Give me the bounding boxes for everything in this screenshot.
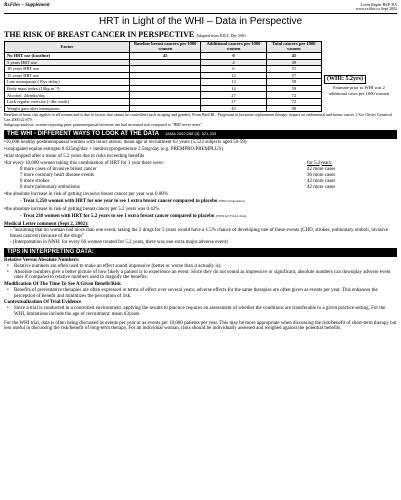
risk-title: THE RISK OF BREAST CANCER IN PERSPECTIVE — [4, 30, 195, 40]
tip-item: • Benefits of preventative therapies are often expressed in terms of effect over several years; adverse effects for the same therapies are often given as events per year. This enhances the perception of benefit and minimizes the perception of risk. — [4, 288, 397, 300]
risk-adapted: Adapted from JOGC Dec 2001 — [196, 33, 247, 39]
tips-section-bar — [4, 248, 397, 257]
table-cell-factor: Alcohol: 2drinks/day — [5, 92, 130, 99]
tip-heading: Modification Of The Time To See A Given Benefit/Risk — [4, 282, 121, 288]
table-cell-add: 0 — [201, 52, 266, 59]
treat-1: Treat 1,250 women with HRT for one year to see 1 extra breast cancer compared to placebo — [22, 199, 218, 205]
medical-letter-title: Medical Letter comment (Sept 2, 2002): — [4, 222, 89, 228]
table-footnote: Baseline or basic risk applies to all women and is due to factors that cannot be controlled (such as aging and gender). From Reid RL. Progestins in hormone replacement therapy: impact on endometrial and breast cancer. J Soc Obstet Gynaecol Can 2000;22:679. — [4, 112, 393, 122]
table-cell-total: 72 — [266, 99, 321, 106]
risk-table — [4, 41, 322, 112]
table-row — [5, 79, 322, 86]
table-cell-factor: Weight gain after menopause — [5, 105, 130, 112]
table-cell-total: 59 — [266, 85, 321, 92]
whi-section-bar — [4, 130, 397, 139]
whi-bar-ref: JAMA 2002;288 (3): 321-333 — [165, 131, 217, 137]
whi-line: •conjugated equine estrogen 0.625mg/day + medroxyprogesterone 2.5mg/day (e.g. PREMPRO/PREMPLUS) — [4, 147, 223, 153]
risk-table-wrap — [4, 41, 397, 112]
table-cell-add: 13 — [201, 79, 266, 86]
whi-line: •for every 10,000 women taking this combination of HRT for 1 year there were: — [4, 160, 164, 166]
event-left: 7 more coronary heart disease events — [20, 173, 94, 179]
col-header: Total cancers per 1000 women — [266, 42, 321, 52]
event-left: 8 more cases of invasive breast cancer — [20, 167, 97, 173]
header-right-line: Loren Regier BSP, BA — [360, 2, 397, 7]
side-note — [324, 75, 394, 95]
risk-table-body — [5, 52, 322, 111]
col-header: Baseline breast cancers per 1000 women — [130, 42, 201, 52]
table-cell-total: 72 — [266, 92, 321, 99]
table-cell-total: 45 — [266, 52, 321, 59]
header-left: RxFiles – Supplement — [4, 3, 50, 8]
table-cell-total: 90 — [266, 105, 321, 112]
treat-2-row: - Treat 238 women with HRT for 5.2 years to see 1 extra breast cancer compared to placebo (WHI ACTUAL data) — [20, 213, 247, 219]
event-right: 42 more cases — [307, 184, 336, 190]
whi-bar-title: THE WHI - DIFFERENT WAYS TO LOOK AT THE DATA — [7, 131, 160, 138]
events-list — [4, 167, 397, 190]
event-right: 36 more cases — [307, 173, 336, 179]
table-cell-add: 45 — [201, 105, 266, 112]
table-cell-base — [130, 85, 201, 92]
page-title: HRT in Light of the WHI – Data in Perspective — [98, 15, 303, 27]
whi-line: •trial stopped after a mean of 5.2 years due to risks exceeding benefits — [4, 153, 145, 159]
table-cell-add: 4 — [201, 59, 266, 66]
table-cell-total: 49 — [266, 59, 321, 66]
table-cell-base — [130, 105, 201, 112]
table-cell-base — [130, 59, 201, 66]
event-left: 8 more pulmonary embolisms — [20, 184, 80, 190]
risk-section-title — [4, 30, 397, 39]
table-cell-factor: 15 years HRT use — [5, 72, 130, 79]
event-row — [4, 185, 397, 191]
for-label: for 5.2years: — [307, 160, 333, 166]
event-right: 42 more cases — [307, 178, 336, 184]
treat-1-row: - Treat 1,250 women with HRT for one year to see 1 extra breast cancer compared to placebo WHI extrapolation — [20, 199, 245, 205]
tip-item: • Absolute numbers give a better picture of how likely a patient is to experience an event. Since they do not sound as impressive or significant, absolute numbers can downplay adverse event rates if compared to relative numbers used to magnify the benefits. — [4, 270, 397, 282]
medical-letter-line: - "assuming that no woman had more than one event, taking the 2 drugs for 5 years would have a 1.5% chance of developing one of these events (CHD, strokes, pulmonary emboli, invasive breast cancers) because of the drugs" — [10, 228, 388, 239]
table-cell-factor: Late menopause (10yr delay) — [5, 79, 130, 86]
table-cell-base — [130, 66, 201, 73]
side-text: Estimate prior to WHI was 2 additional cases per 1000 women — [329, 85, 389, 96]
table-row — [5, 105, 322, 112]
event-left: 8 more strokes — [20, 178, 50, 184]
table-cell-base — [130, 92, 201, 99]
tip-heading: Contextualization Of Trial Evidence — [4, 300, 82, 306]
whi-line: •16,608 healthy postmenopausal women with intact uterus; mean age at recruitment 63 years (5,522 subjects aged 50-59) — [4, 140, 247, 146]
table-cell-total: 57 — [266, 72, 321, 79]
whi-box: (WHI: 5.2yrs) — [324, 75, 366, 84]
table-cell-add: 14 — [201, 85, 266, 92]
table-cell-add: 6 — [201, 66, 266, 73]
table-cell-base — [130, 99, 201, 106]
medical-letter-line: - (Interpretation in NNH: for every 66 women treated for 5.2 years, there was one extra major adverse event) — [10, 239, 228, 245]
table-cell-factor: 5 years HRT use — [5, 59, 130, 66]
absolute-1: •the absolute increase in risk of getting invasive breast cancer per year was 0.08% — [4, 192, 168, 198]
medical-letter-text: "assuming that no woman had more than one event, taking the 2 drugs for 5 years would have a 1.5% chance of developing one of these events (CHD, strokes, pulmonary emboli, invasive breast cancers) because of the drugs" — [10, 228, 388, 239]
table-cell-total: 51 — [266, 66, 321, 73]
table-row — [5, 92, 322, 99]
tips-list — [4, 258, 397, 318]
table-cell-base — [130, 79, 201, 86]
tip-heading: Relative Versus Absolute Numbers: — [4, 258, 80, 264]
table-cell-base — [130, 72, 201, 79]
medical-letter — [4, 222, 397, 245]
table-row — [5, 72, 322, 79]
tip-item: • Since a trial is conducted in a controlled environment, applying the results to practice requires an assessment of whether the conditions are transferable to a given practice setting. For the WHI, limitations include the age of recruitment: mean 63years. — [4, 306, 397, 318]
table-cell-base: 45 — [130, 52, 201, 59]
page-header — [4, 3, 397, 14]
table-cell-factor: Body mass index (10kg m⁻²) — [5, 85, 130, 92]
absolute-2: •the absolute increase in risk of getting breast cancer per 5.2 years was 0.42% — [4, 206, 160, 212]
treat-1-note: WHI extrapolation — [218, 199, 245, 204]
medical-letter-text: (Interpretation in NNH: for every 66 women treated for 5.2 years, there was one extra major adverse event) — [12, 239, 228, 245]
whi-line-row — [4, 161, 397, 167]
header-right-line: www.rxfiles.ca Sept 2002 — [355, 6, 397, 12]
tips-bar-title: TIPS IN INTERPRETING DATA: — [7, 249, 94, 256]
treat-2: Treat 238 women with HRT for 5.2 years to see 1 extra breast cancer compared to placebo — [22, 213, 215, 219]
table-row — [5, 59, 322, 66]
table-cell-add: 12 — [201, 72, 266, 79]
col-header: Factor — [5, 42, 130, 52]
table-cell-add: 27 — [201, 99, 266, 106]
table-cell-factor: Lack regular exercise (<4hr week) — [5, 99, 130, 106]
event-right: 42 more cases — [307, 167, 336, 173]
header-right — [356, 3, 397, 12]
table-footnote: Subgroup analysis: women reporting prior postmenopausal hormone use had increased risk compared to "HRT never users" — [4, 122, 202, 128]
col-header: Additional cancers per 1000 women — [201, 42, 266, 52]
table-cell-add: 27 — [201, 92, 266, 99]
treat-2-note: (WHI ACTUAL data) — [215, 213, 247, 218]
table-row — [5, 85, 322, 92]
table-row — [5, 52, 322, 59]
table-row — [5, 99, 322, 106]
table-cell-factor: No HRT use (baseline) — [5, 52, 130, 59]
tip-item: • Relative numbers are often used to make an effect sound impressive (better or worse than it actually is). — [4, 264, 397, 270]
table-cell-total: 58 — [266, 79, 321, 86]
closing-paragraph: For the WHI trial, data is often being discussed as events per year or as events per 10,000 patients per year. This may be more appropriate when discussing the risk/benefit of short-term therapy but less useful in discussing the risk/benefit of long-term therapy. For an individual woman, risks should be individually assessed and weighed against the potential benefits. — [4, 320, 397, 332]
table-row — [5, 66, 322, 73]
table-cell-factor: 10 years HRT use — [5, 66, 130, 73]
